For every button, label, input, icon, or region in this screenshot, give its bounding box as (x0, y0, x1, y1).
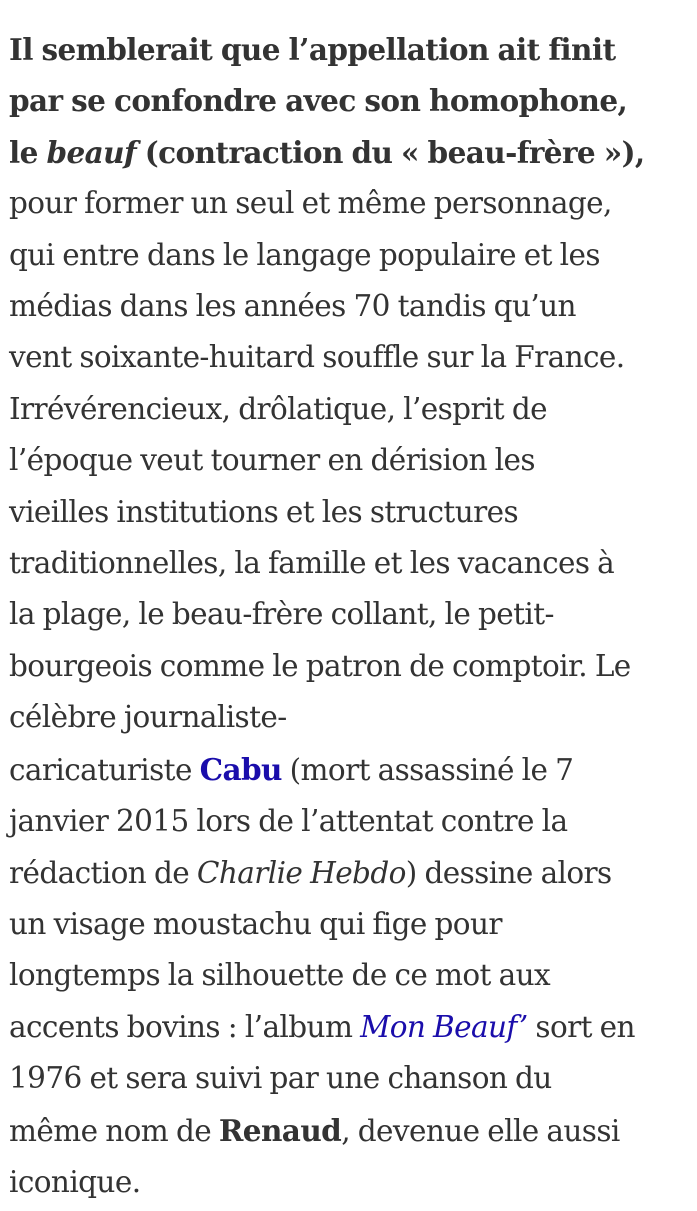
body-line: iconique. (9, 1164, 141, 1199)
body-line: longtemps la silhouette de ce mot aux (9, 958, 551, 993)
article-text (9, 24, 679, 1208)
body-line: Irrévérencieux, drôlatique, l’esprit de (9, 391, 547, 426)
beauf-term: beauf (46, 134, 137, 170)
body-text: accents bovins : l’album (9, 1009, 361, 1044)
body-line: médias dans les années 70 tandis qu’un (9, 289, 576, 324)
cabu-link[interactable]: Cabu (199, 751, 282, 787)
lead-text: (contraction du « beau-frère »), (136, 134, 645, 170)
lead-text: le (9, 134, 47, 170)
lead-line-3 (9, 127, 679, 178)
charlie-hebdo-title: Charlie Hebdo (196, 855, 406, 890)
body-text: même nom de (9, 1113, 219, 1148)
body-line (9, 1105, 679, 1157)
mon-beauf-link[interactable]: Mon Beauf’ (360, 1009, 528, 1044)
body-line: traditionnelles, la famille et les vacances à (9, 546, 615, 581)
body-text: , devenue elle aussi (341, 1113, 620, 1148)
body-text: ) dessine alors (405, 855, 612, 890)
body-text: rédaction de (9, 855, 197, 890)
body-line: qui entre dans le langage populaire et les (9, 237, 600, 272)
body-line: célèbre journaliste- (9, 700, 287, 735)
body-line: janvier 2015 lors de l’attentat contre la (9, 804, 568, 839)
renaud-name: Renaud (218, 1112, 342, 1148)
lead-line-1: Il semblerait que l’appellation ait finit (9, 32, 616, 67)
body-text: caricaturiste (9, 752, 200, 787)
body-line: bourgeois comme le patron de comptoir. Le (9, 648, 631, 683)
lead-line-2: par se confondre avec son homophone, (9, 83, 628, 119)
body-text: (mort assassiné le 7 (281, 752, 574, 787)
body-line: vieilles institutions et les structures (9, 494, 518, 529)
body-line (9, 848, 679, 899)
body-line: l’époque veut tourner en dérision les (9, 443, 535, 478)
body-line (9, 744, 679, 796)
body-line: 1976 et sera suivi par une chanson du (9, 1061, 552, 1096)
body-text: sort en (527, 1009, 635, 1044)
body-line (9, 1002, 679, 1053)
body-line: pour former un seul et même personnage, (9, 186, 612, 221)
body-line: la plage, le beau-frère collant, le petit- (9, 597, 554, 632)
body-line: un visage moustachu qui fige pour (9, 906, 502, 941)
body-line: vent soixante-huitard souffle sur la France. (9, 340, 625, 375)
